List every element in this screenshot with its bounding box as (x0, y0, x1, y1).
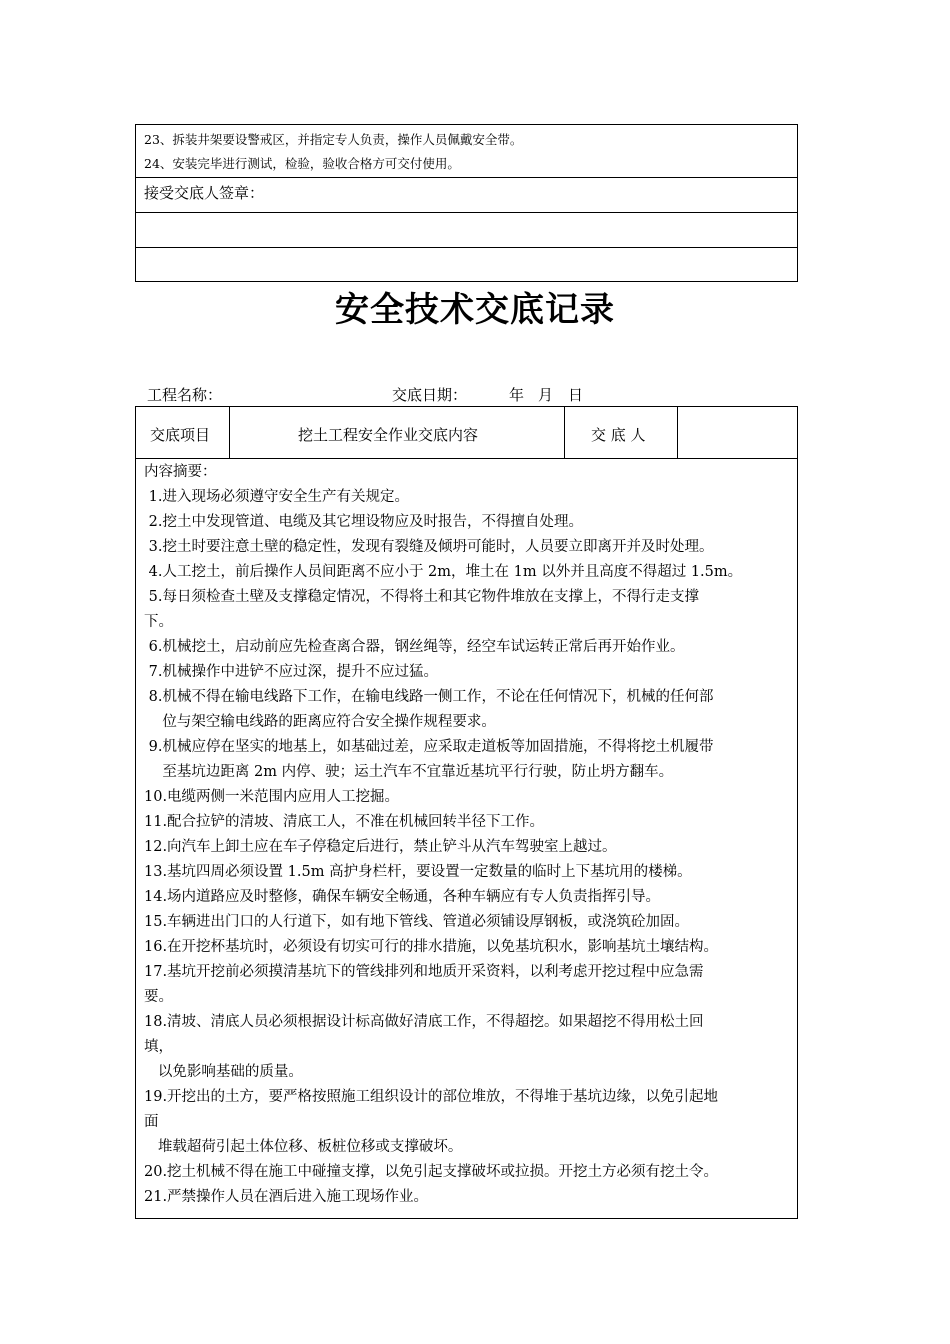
content-line: 19.开挖出的土方，要严格按照施工组织设计的部位堆放，不得堆于基坑边缘，以免引起地 (144, 1089, 719, 1105)
person-label: 交 底 人 (591, 426, 646, 444)
content-line: 下。 (144, 614, 173, 630)
item-23-text: 23、拆装井架要设警戒区，并指定专人负责，操作人员佩戴安全带。 (144, 132, 523, 147)
content-line: 至基坑边距离 2m 内停、驶；运土汽车不宜靠近基坑平行行驶，防止坍方翻车。 (144, 764, 674, 780)
content-line: 填， (144, 1039, 173, 1055)
content-line: 16.在开挖杯基坑时，必须设有切实可行的排水措施，以免基坑积水，影响基坑土壤结构。 (144, 939, 719, 955)
content-line: 2.挖土中发现管道、电缆及其它埋设物应及时报告，不得擅自处理。 (144, 514, 583, 530)
content-line: 7.机械操作中进铲不应过深，提升不应过猛。 (144, 664, 438, 680)
content-line: 6.机械挖土，启动前应先检查离合器，钢丝绳等，经空车试运转正常后再开始作业。 (144, 639, 685, 655)
content-line: 15.车辆进出门口的人行道下，如有地下管线、管道必须铺设厚钢板，或浇筑砼加固。 (144, 914, 690, 930)
content-line: 5.每日须检查土壁及支撑稳定情况，不得将土和其它物件堆放在支撑上，不得行走支撑 (144, 589, 699, 605)
page-title: 安全技术交底记录 (335, 290, 615, 330)
content-line: 1.进入现场必须遵守安全生产有关规定。 (144, 489, 409, 505)
row-divider (136, 177, 797, 178)
content-line: 以免影响基础的质量。 (144, 1064, 303, 1080)
content-heading: 内容摘要： (144, 464, 217, 480)
row-divider (136, 247, 797, 248)
item-value: 挖土工程安全作业交底内容 (298, 426, 479, 444)
top-continuation-table (135, 124, 798, 282)
content-line: 9.机械应停在坚实的地基上，如基础过差，应采取走道板等加固措施，不得将挖土机履带 (144, 739, 714, 755)
content-line: 4.人工挖土，前后操作人员间距离不应小于 2m，堆土在 1m 以外并且高度不得超过 1.5m。 (144, 564, 743, 580)
item-24-text: 24、安装完毕进行测试，检验，验收合格方可交付使用。 (144, 156, 460, 171)
date-year: 年 (509, 386, 525, 404)
content-line: 堆载超荷引起土体位移、板桩位移或支撑破坏。 (144, 1139, 463, 1155)
column-divider (229, 407, 230, 458)
content-line: 11.配合拉铲的清坡、清底工人，不准在机械回转半径下工作。 (144, 814, 545, 830)
content-line: 18.清坡、清底人员必须根据设计标高做好清底工作，不得超挖。如果超挖不得用松土回 (144, 1014, 704, 1030)
date-day: 日 (568, 386, 584, 404)
signature-label: 接受交底人签章： (144, 184, 265, 202)
project-name-label: 工程名称： (147, 386, 223, 404)
content-summary (144, 460, 794, 1210)
disclosure-table (135, 406, 798, 1219)
content-line: 3.挖土时要注意土壁的稳定性，发现有裂缝及倾坍可能时，人员要立即离开并及时处理。 (144, 539, 714, 555)
date-label: 交底日期： (392, 386, 468, 404)
content-line: 13.基坑四周必须设置 1.5m 高护身栏杆，要设置一定数量的临时上下基坑用的楼梯。 (144, 864, 692, 880)
column-divider (564, 407, 565, 458)
item-label: 交底项目 (150, 426, 211, 444)
content-line: 面 (144, 1114, 159, 1130)
date-month: 月 (538, 386, 554, 404)
row-divider (136, 212, 797, 213)
content-line: 要。 (144, 989, 173, 1005)
content-line: 14.场内道路应及时整修，确保车辆安全畅通，各种车辆应有专人负责指挥引导。 (144, 889, 661, 905)
content-line: 位与架空输电线路的距离应符合安全操作规程要求。 (144, 714, 496, 730)
column-divider (677, 407, 678, 458)
content-line: 20.挖土机械不得在施工中碰撞支撑，以免引起支撑破坏或拉损。开挖土方必须有挖土令。 (144, 1164, 719, 1180)
content-line: 21.严禁操作人员在酒后进入施工现场作业。 (144, 1189, 429, 1205)
content-line: 8.机械不得在输电线路下工作，在输电线路一侧工作，不论在任何情况下，机械的任何部 (144, 689, 714, 705)
content-line: 17.基坑开挖前必须摸清基坑下的管线排列和地质开采资料，以利考虑开挖过程中应急需 (144, 964, 704, 980)
content-lines (144, 485, 794, 1210)
content-line: 12.向汽车上卸土应在车子停稳定后进行，禁止铲斗从汽车驾驶室上越过。 (144, 839, 617, 855)
content-line: 10.电缆两侧一米范围内应用人工挖掘。 (144, 789, 400, 805)
header-divider (136, 458, 797, 459)
